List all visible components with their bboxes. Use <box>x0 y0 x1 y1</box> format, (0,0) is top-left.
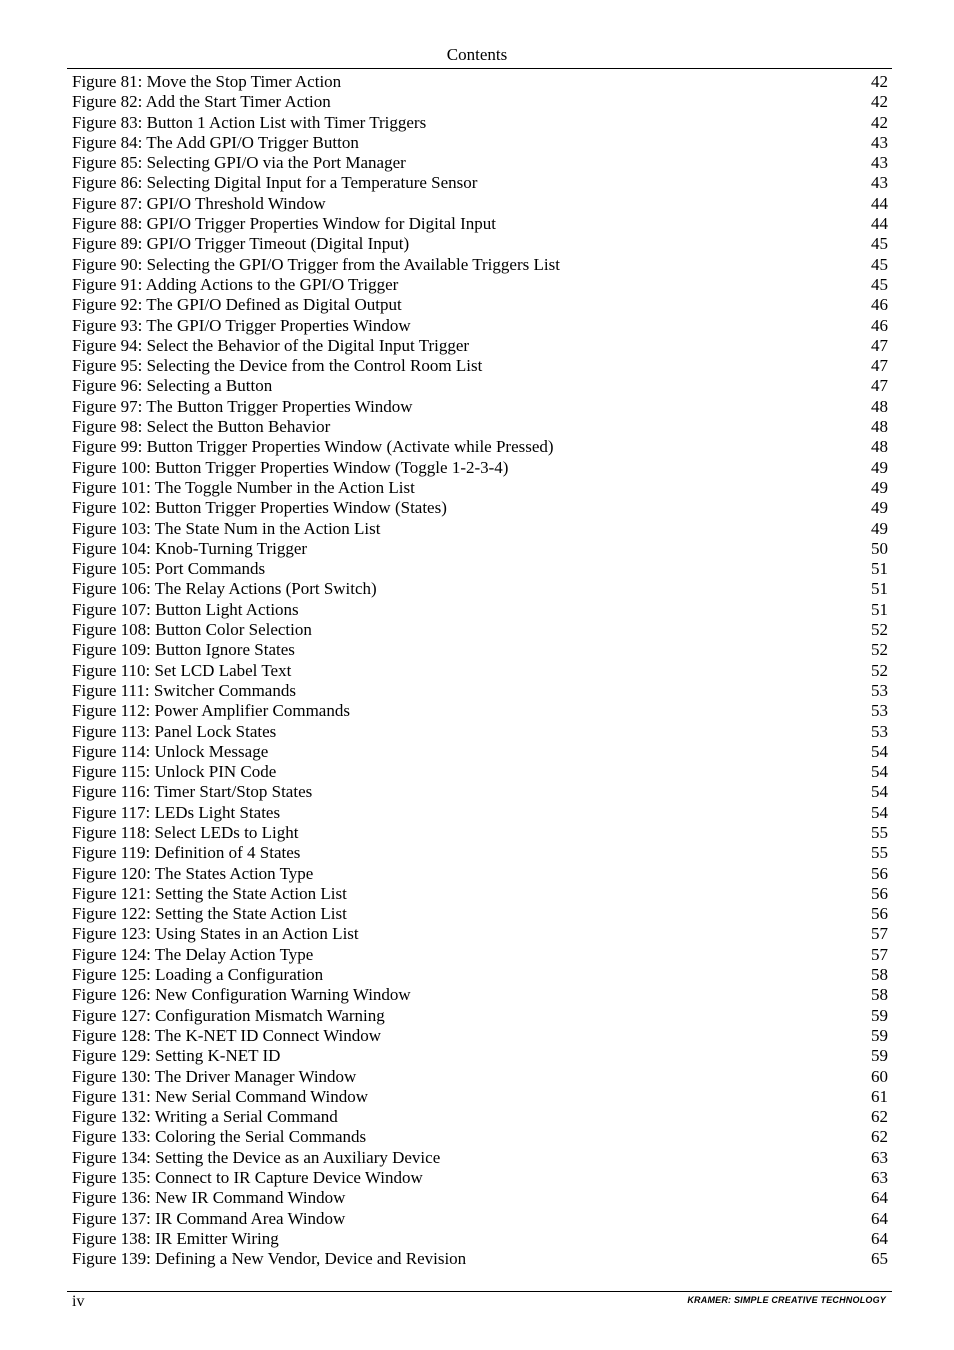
toc-entry-title: Figure 120: The States Action Type <box>72 863 314 883</box>
toc-entry-title: Figure 81: Move the Stop Timer Action <box>72 72 342 91</box>
toc-entry[interactable] <box>72 1087 888 1107</box>
toc-entry-title: Figure 118: Select LEDs to Light <box>72 822 299 842</box>
toc-entry-page: 45 <box>871 274 888 294</box>
toc-entry-page: 48 <box>871 396 888 416</box>
toc-entry[interactable] <box>72 681 888 701</box>
toc-entry-title: Figure 115: Unlock PIN Code <box>72 762 277 782</box>
toc-entry[interactable] <box>72 1209 888 1229</box>
toc-entry-title: Figure 89: GPI/O Trigger Timeout (Digital Input) <box>72 234 410 254</box>
toc-entry-page: 44 <box>871 214 888 234</box>
toc-entry-page: 48 <box>871 437 888 457</box>
toc-entry-page: 51 <box>871 559 888 579</box>
toc-entry-title: Figure 84: The Add GPI/O Trigger Button <box>72 132 359 152</box>
toc-entry-title: Figure 139: Defining a New Vendor, Device and Revision <box>72 1249 467 1269</box>
toc-entry-page: 49 <box>871 457 888 477</box>
toc-entry[interactable] <box>72 92 888 112</box>
toc-entry[interactable] <box>72 600 888 620</box>
toc-entry-title: Figure 116: Timer Start/Stop States <box>72 782 313 802</box>
toc-entry-title: Figure 95: Selecting the Device from the Control Room List <box>72 356 483 376</box>
toc-entry[interactable] <box>72 1046 888 1066</box>
toc-entry-title: Figure 112: Power Amplifier Commands <box>72 701 350 721</box>
toc-entry[interactable] <box>72 376 888 396</box>
toc-entry[interactable] <box>72 620 888 640</box>
toc-entry-title: Figure 107: Button Light Actions <box>72 599 299 619</box>
toc-entry[interactable] <box>72 843 888 863</box>
toc-entry-title: Figure 97: The Button Trigger Properties Window <box>72 396 413 416</box>
figure-list <box>72 72 888 1270</box>
toc-entry[interactable] <box>72 1168 888 1188</box>
toc-entry-title: Figure 94: Select the Behavior of the Digital Input Trigger <box>72 335 470 355</box>
toc-entry-page: 56 <box>871 904 888 924</box>
toc-entry-page: 51 <box>871 599 888 619</box>
toc-entry-page: 43 <box>871 173 888 193</box>
toc-entry-page: 62 <box>871 1127 888 1147</box>
toc-entry-title: Figure 98: Select the Button Behavior <box>72 417 331 437</box>
toc-entry-page: 62 <box>871 1107 888 1127</box>
toc-entry-page: 59 <box>871 1046 888 1066</box>
page-header-title: Contents <box>446 45 508 64</box>
toc-entry[interactable] <box>72 742 888 762</box>
toc-entry[interactable] <box>72 336 888 356</box>
toc-entry-title: Figure 86: Selecting Digital Input for a Temperature Sensor <box>72 173 478 193</box>
toc-entry-title: Figure 132: Writing a Serial Command <box>72 1107 338 1127</box>
toc-entry-page: 54 <box>871 741 888 761</box>
toc-entry[interactable] <box>72 782 888 802</box>
toc-entry-page: 64 <box>871 1208 888 1228</box>
toc-entry-page: 46 <box>871 295 888 315</box>
toc-entry-page: 65 <box>871 1249 888 1269</box>
toc-entry-page: 54 <box>871 802 888 822</box>
toc-entry-title: Figure 133: Coloring the Serial Commands <box>72 1127 367 1147</box>
toc-entry-page: 49 <box>871 477 888 497</box>
toc-entry[interactable] <box>72 904 888 924</box>
toc-entry-title: Figure 87: GPI/O Threshold Window <box>72 193 326 213</box>
toc-entry[interactable] <box>72 1229 888 1249</box>
toc-entry[interactable] <box>72 113 888 133</box>
toc-entry-title: Figure 122: Setting the State Action List <box>72 904 347 924</box>
toc-entry-page: 54 <box>871 762 888 782</box>
toc-entry-page: 52 <box>871 620 888 640</box>
toc-entry-title: Figure 104: Knob-Turning Trigger <box>72 538 308 558</box>
toc-entry-title: Figure 105: Port Commands <box>72 559 266 579</box>
toc-entry-title: Figure 96: Selecting a Button <box>72 376 273 396</box>
toc-entry-page: 53 <box>871 701 888 721</box>
toc-entry[interactable] <box>72 316 888 336</box>
toc-entry-title: Figure 91: Adding Actions to the GPI/O Trigger <box>72 274 399 294</box>
toc-entry-title: Figure 93: The GPI/O Trigger Properties Window <box>72 315 411 335</box>
toc-entry[interactable] <box>72 153 888 173</box>
toc-entry-page: 42 <box>871 72 888 91</box>
toc-entry-title: Figure 102: Button Trigger Properties Window (States) <box>72 498 447 518</box>
toc-entry-title: Figure 114: Unlock Message <box>72 741 269 761</box>
toc-entry[interactable] <box>72 640 888 660</box>
toc-entry-title: Figure 110: Set LCD Label Text <box>72 660 292 680</box>
toc-entry-title: Figure 108: Button Color Selection <box>72 620 312 640</box>
toc-entry-page: 64 <box>871 1188 888 1208</box>
toc-entry[interactable] <box>72 985 888 1005</box>
toc-entry-page: 55 <box>871 822 888 842</box>
toc-entry-page: 53 <box>871 680 888 700</box>
toc-entry[interactable] <box>72 478 888 498</box>
toc-entry-title: Figure 123: Using States in an Action List <box>72 924 359 944</box>
toc-entry[interactable] <box>72 133 888 153</box>
toc-entry-title: Figure 136: New IR Command Window <box>72 1188 346 1208</box>
toc-entry[interactable] <box>72 1127 888 1147</box>
toc-entry[interactable] <box>72 214 888 234</box>
toc-entry-page: 61 <box>871 1086 888 1106</box>
toc-entry-page: 55 <box>871 843 888 863</box>
toc-entry-title: Figure 128: The K-NET ID Connect Window <box>72 1025 382 1045</box>
toc-entry-page: 51 <box>871 579 888 599</box>
toc-entry-page: 58 <box>871 965 888 985</box>
footer-page-number: iv <box>72 1293 85 1310</box>
toc-entry[interactable] <box>72 965 888 985</box>
toc-entry[interactable] <box>72 275 888 295</box>
toc-entry-page: 63 <box>871 1168 888 1188</box>
toc-entry-page: 48 <box>871 417 888 437</box>
toc-entry[interactable] <box>72 924 888 944</box>
toc-entry[interactable] <box>72 417 888 437</box>
toc-entry-page: 57 <box>871 924 888 944</box>
toc-entry-page: 45 <box>871 234 888 254</box>
toc-entry[interactable] <box>72 1006 888 1026</box>
toc-entry-page: 49 <box>871 518 888 538</box>
toc-entry[interactable] <box>72 579 888 599</box>
toc-entry-title: Figure 131: New Serial Command Window <box>72 1086 368 1106</box>
toc-entry[interactable] <box>72 884 888 904</box>
toc-entry-title: Figure 113: Panel Lock States <box>72 721 277 741</box>
toc-entry-page: 58 <box>871 985 888 1005</box>
toc-entry-page: 42 <box>871 112 888 132</box>
toc-entry[interactable] <box>72 1148 888 1168</box>
toc-entry-title: Figure 135: Connect to IR Capture Device Window <box>72 1168 423 1188</box>
toc-entry-title: Figure 130: The Driver Manager Window <box>72 1066 357 1086</box>
toc-entry-page: 60 <box>871 1066 888 1086</box>
toc-entry[interactable] <box>72 356 888 376</box>
footer-brand: KRAMER: SIMPLE CREATIVE TECHNOLOGY <box>687 1295 886 1305</box>
toc-entry-title: Figure 129: Setting K-NET ID <box>72 1046 281 1066</box>
toc-entry-title: Figure 124: The Delay Action Type <box>72 944 314 964</box>
toc-entry-page: 63 <box>871 1147 888 1167</box>
toc-entry-title: Figure 109: Button Ignore States <box>72 640 295 660</box>
toc-entry-page: 46 <box>871 315 888 335</box>
toc-entry[interactable] <box>72 295 888 315</box>
toc-entry-title: Figure 121: Setting the State Action List <box>72 883 347 903</box>
toc-entry[interactable] <box>72 722 888 742</box>
toc-entry[interactable] <box>72 559 888 579</box>
toc-entry-title: Figure 117: LEDs Light States <box>72 802 281 822</box>
toc-entry-page: 49 <box>871 498 888 518</box>
toc-entry-page: 52 <box>871 660 888 680</box>
toc-entry-title: Figure 125: Loading a Configuration <box>72 965 324 985</box>
toc-entry-title: Figure 99: Button Trigger Properties Window (Activate while Pressed) <box>72 437 554 457</box>
toc-entry[interactable] <box>72 1026 888 1046</box>
toc-entry[interactable] <box>72 519 888 539</box>
toc-entry-page: 47 <box>871 335 888 355</box>
toc-entry-page: 54 <box>871 782 888 802</box>
toc-entry-page: 56 <box>871 863 888 883</box>
toc-entry-title: Figure 138: IR Emitter Wiring <box>72 1228 279 1248</box>
toc-entry-page: 45 <box>871 254 888 274</box>
toc-entry[interactable] <box>72 539 888 559</box>
toc-entry-title: Figure 83: Button 1 Action List with Timer Triggers <box>72 112 427 132</box>
toc-entry[interactable] <box>72 803 888 823</box>
toc-entry-page: 53 <box>871 721 888 741</box>
toc-entry-title: Figure 127: Configuration Mismatch Warning <box>72 1005 385 1025</box>
toc-entry[interactable] <box>72 498 888 518</box>
toc-entry-page: 42 <box>871 92 888 112</box>
toc-entry-title: Figure 103: The State Num in the Action List <box>72 518 381 538</box>
toc-entry[interactable] <box>72 1067 888 1087</box>
toc-entry[interactable] <box>72 1249 888 1269</box>
toc-entry-title: Figure 101: The Toggle Number in the Action List <box>72 477 415 497</box>
toc-entry-title: Figure 134: Setting the Device as an Auxiliary Device <box>72 1147 441 1167</box>
toc-entry[interactable] <box>72 173 888 193</box>
toc-entry-title: Figure 85: Selecting GPI/O via the Port Manager <box>72 153 406 173</box>
toc-entry-title: Figure 137: IR Command Area Window <box>72 1208 346 1228</box>
footer-rule <box>67 1291 892 1292</box>
toc-entry[interactable] <box>72 458 888 478</box>
toc-entry-title: Figure 88: GPI/O Trigger Properties Window for Digital Input <box>72 214 496 234</box>
toc-entry-page: 56 <box>871 883 888 903</box>
toc-entry-page: 52 <box>871 640 888 660</box>
toc-entry-title: Figure 126: New Configuration Warning Window <box>72 985 411 1005</box>
toc-entry[interactable] <box>72 397 888 417</box>
toc-entry-title: Figure 100: Button Trigger Properties Window (Toggle 1-2-3-4) <box>72 457 509 477</box>
toc-entry-page: 57 <box>871 944 888 964</box>
toc-entry-page: 59 <box>871 1025 888 1045</box>
toc-entry[interactable] <box>72 864 888 884</box>
toc-entry-title: Figure 119: Definition of 4 States <box>72 843 301 863</box>
toc-entry-page: 47 <box>871 356 888 376</box>
toc-entry[interactable] <box>72 255 888 275</box>
toc-entry-title: Figure 90: Selecting the GPI/O Trigger from the Available Triggers List <box>72 254 560 274</box>
toc-entry[interactable] <box>72 701 888 721</box>
toc-entry-page: 59 <box>871 1005 888 1025</box>
toc-entry[interactable] <box>72 194 888 214</box>
toc-entry[interactable] <box>72 945 888 965</box>
toc-entry-title: Figure 111: Switcher Commands <box>72 680 296 700</box>
toc-entry[interactable] <box>72 762 888 782</box>
toc-entry-page: 64 <box>871 1228 888 1248</box>
toc-entry-page: 43 <box>871 132 888 152</box>
toc-entry-title: Figure 92: The GPI/O Defined as Digital Output <box>72 295 402 315</box>
toc-entry[interactable] <box>72 72 888 92</box>
toc-entry-title: Figure 82: Add the Start Timer Action <box>72 92 331 112</box>
toc-entry-title: Figure 106: The Relay Actions (Port Switch) <box>72 579 377 599</box>
toc-entry[interactable] <box>72 1107 888 1127</box>
toc-entry-page: 44 <box>871 193 888 213</box>
toc-entry[interactable] <box>72 661 888 681</box>
toc-entry[interactable] <box>72 823 888 843</box>
toc-entry-page: 43 <box>871 153 888 173</box>
header-rule <box>67 68 892 69</box>
toc-entry[interactable] <box>72 437 888 457</box>
toc-entry-page: 47 <box>871 376 888 396</box>
toc-entry[interactable] <box>72 1188 888 1208</box>
toc-entry-page: 50 <box>871 538 888 558</box>
toc-entry[interactable] <box>72 234 888 254</box>
